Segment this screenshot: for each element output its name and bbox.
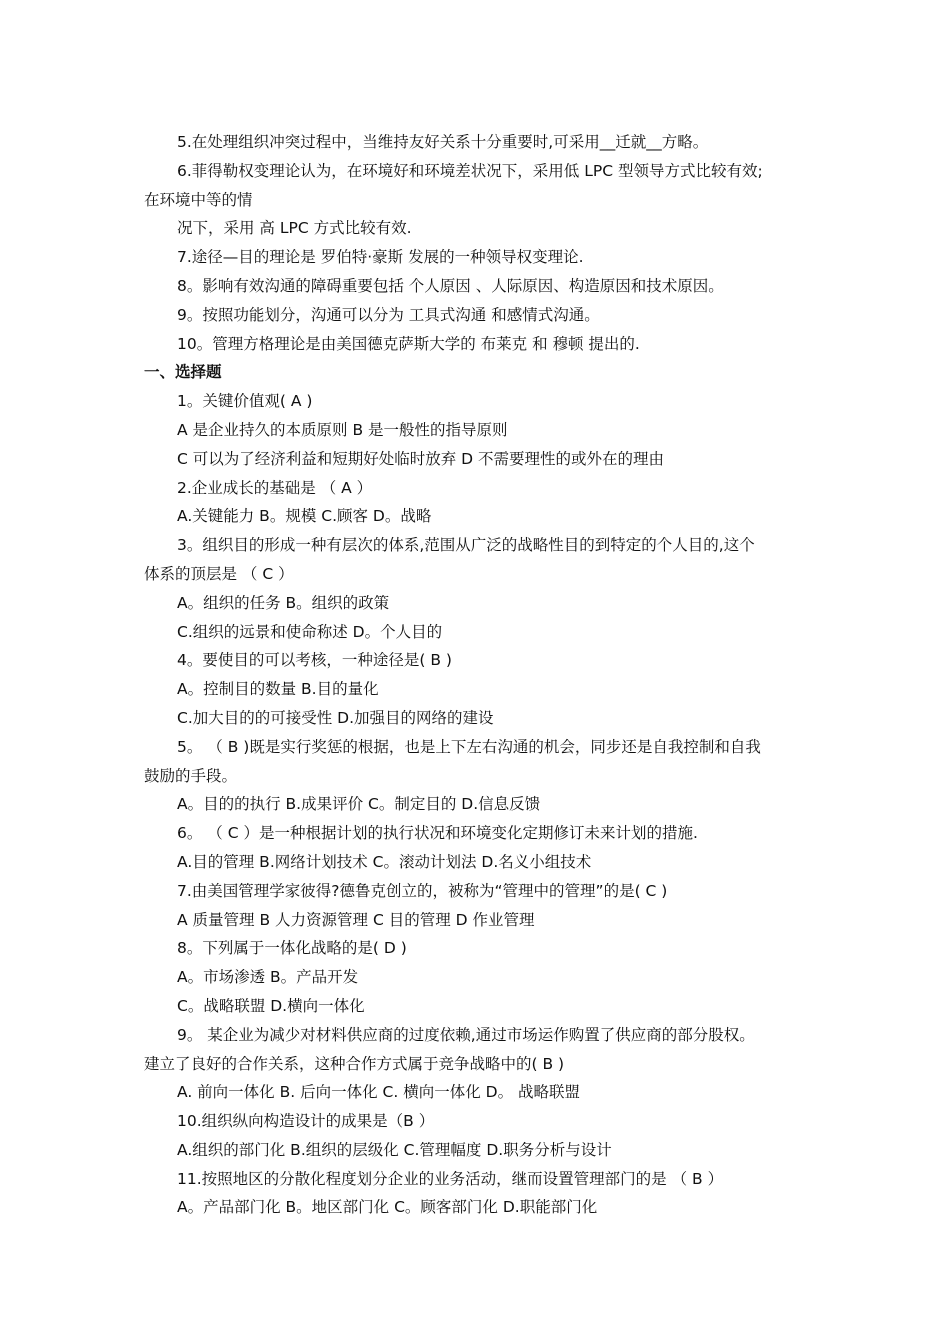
text-line: 鼓励的手段。 — [144, 766, 238, 785]
text-line: 6。 （ C ）是一种根据计划的执行状况和环境变化定期修订未来计划的措施. — [177, 824, 698, 843]
text-line: 3。组织目的形成一种有层次的体系,范围从广泛的战略性目的到特定的个人目的,这个 — [177, 536, 755, 555]
text-line: 况下，采用 高 LPC 方式比较有效. — [177, 219, 412, 238]
text-line: C。战略联盟 D.横向一体化 — [177, 996, 365, 1015]
text-line: 4。要使目的可以考核，一种途径是( B ) — [177, 651, 452, 670]
text-line: 8。下列属于一体化战略的是( D ) — [177, 939, 407, 958]
document-body — [144, 128, 806, 1222]
text-line: C.加大目的的可接受性 D.加强目的网络的建设 — [177, 708, 494, 727]
text-line: 9。 某企业为减少对材料供应商的过度依赖,通过市场运作购置了供应商的部分股权。 — [177, 1025, 755, 1044]
section-heading: 一、选择题 — [144, 363, 222, 382]
text-line: A。市场渗透 B。产品开发 — [177, 968, 359, 987]
text-line: A.组织的部门化 B.组织的层级化 C.管理幅度 D.职务分析与设计 — [177, 1140, 612, 1159]
text-line: A.关键能力 B。规模 C.顾客 D。战略 — [177, 507, 432, 526]
text-line: A。控制目的数量 B.目的量化 — [177, 680, 379, 699]
text-line: A。目的的执行 B.成果评价 C。制定目的 D.信息反馈 — [177, 795, 541, 814]
text-line: A。产品部门化 B。地区部门化 C。顾客部门化 D.职能部门化 — [177, 1198, 598, 1217]
text-line: A. 前向一体化 B. 后向一体化 C. 横向一体化 D。 战略联盟 — [177, 1083, 580, 1102]
text-line: 在环境中等的情 — [144, 190, 253, 209]
text-line: 1。关键价值观( A ) — [177, 392, 313, 411]
text-line: 7.由美国管理学家彼得?德鲁克创立的，被称为“管理中的管理”的是( C ) — [177, 881, 668, 900]
text-line: 体系的顶层是 （ C ） — [144, 564, 294, 583]
text-line: A 质量管理 B 人力资源管理 C 目的管理 D 作业管理 — [177, 910, 535, 929]
text-line: C.组织的远景和使命称述 D。个人目的 — [177, 622, 443, 641]
text-line: A 是企业持久的本质原则 B 是一般性的指导原则 — [177, 420, 508, 439]
text-line: C 可以为了经济利益和短期好处临时放弃 D 不需要理性的或外在的理由 — [177, 449, 665, 468]
text-line: 5。 （ B )既是实行奖惩的根据，也是上下左右沟通的机会，同步还是自我控制和自我 — [177, 737, 761, 756]
text-line: A.目的管理 B.网络计划技术 C。滚动计划法 D.名义小组技术 — [177, 852, 592, 871]
text-line: 2.企业成长的基础是 （ A ） — [177, 478, 373, 497]
text-line: A。组织的任务 B。组织的政策 — [177, 593, 390, 612]
text-line: 10.组织纵向构造设计的成果是（B ） — [177, 1112, 435, 1131]
text-line: 7.途径—目的理论是 罗伯特·豪斯 发展的一种领导权变理论. — [177, 248, 584, 267]
text-line: 10。管理方格理论是由美国德克萨斯大学的 布莱克 和 穆顿 提出的. — [177, 334, 640, 353]
text-line: 8。影响有效沟通的障碍重要包括 个人原因 、人际原因、构造原因和技术原因。 — [177, 276, 724, 295]
text-line: 建立了良好的合作关系，这种合作方式属于竞争战略中的( B ) — [144, 1054, 565, 1073]
text-line: 6.菲得勒权变理论认为，在环境好和环境差状况下，采用低 LPC 型领导方式比较有效; — [177, 161, 763, 180]
text-line: 11.按照地区的分散化程度划分企业的业务活动，继而设置管理部门的是 （ B ） — [177, 1169, 724, 1188]
text-line: 5.在处理组织冲突过程中，当维持友好关系十分重要时,可采用__迁就__方略。 — [177, 133, 709, 151]
text-line: 9。按照功能划分，沟通可以分为 工具式沟通 和感情式沟通。 — [177, 305, 600, 324]
